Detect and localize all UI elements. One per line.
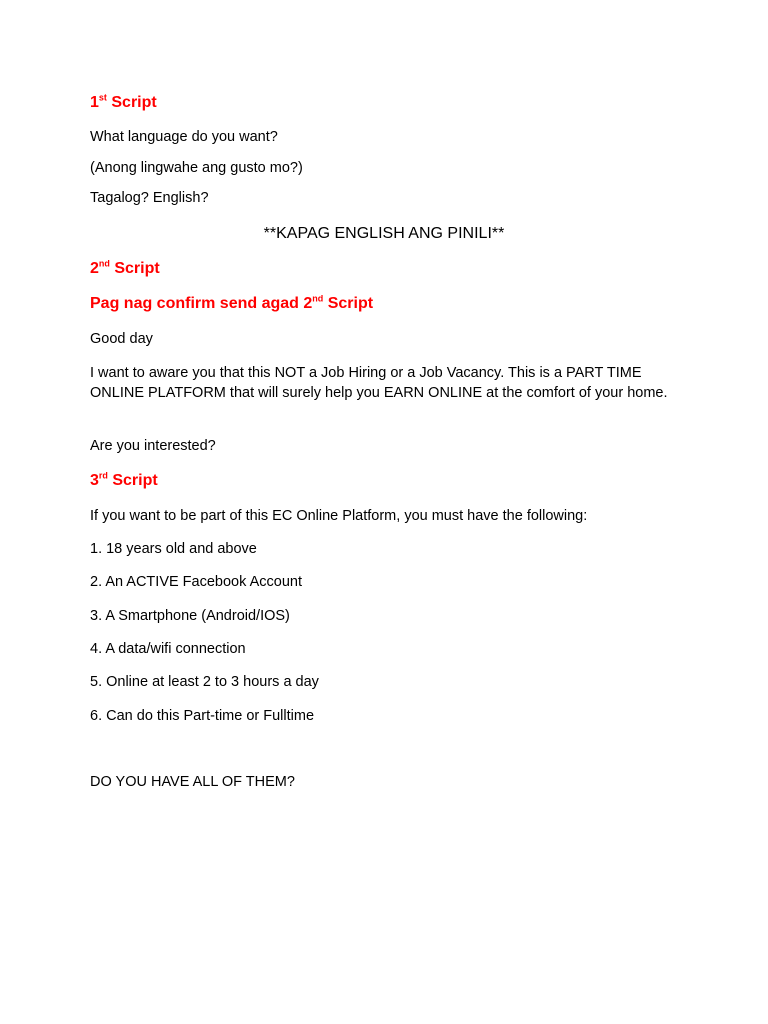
confirm-word: Script — [323, 295, 374, 312]
script2-ordinal: nd — [98, 258, 110, 269]
script3-heading — [90, 471, 158, 491]
requirement-item: 5. Online at least 2 to 3 hours a day — [90, 674, 319, 690]
script1-line-1: What language do you want? — [90, 129, 278, 145]
script2-confirm-heading — [90, 294, 373, 314]
confirm-ordinal: nd — [312, 293, 324, 304]
language-notice: **KAPAG ENGLISH ANG PINILI** — [263, 225, 505, 242]
script2-word: Script — [109, 260, 160, 277]
script1-heading — [90, 93, 157, 113]
script2-heading — [90, 259, 160, 279]
confirm-prefix: Pag nag confirm send agad 2 — [90, 295, 313, 312]
script2-number: 2 — [90, 260, 99, 277]
requirement-item: 1. 18 years old and above — [90, 541, 257, 557]
script1-word: Script — [106, 94, 157, 111]
script1-line-2: (Anong lingwahe ang gusto mo?) — [90, 160, 303, 176]
closing-question: DO YOU HAVE ALL OF THEM? — [90, 774, 295, 790]
greeting: Good day — [90, 331, 153, 347]
disclaimer-paragraph: I want to aware you that this NOT a Job Hiring or a Job Vacancy. This is a PART TIME ONLINE PLATFORM that will surely help you EARN ONLINE at the comfort of your home. — [90, 365, 668, 401]
requirement-item: 4. A data/wifi connection — [90, 641, 246, 657]
requirements-intro: If you want to be part of this EC Online Platform, you must have the following: — [90, 508, 588, 524]
script1-ordinal: st — [98, 92, 107, 103]
interest-question: Are you interested? — [90, 438, 216, 454]
requirement-item: 3. A Smartphone (Android/IOS) — [90, 608, 290, 624]
script3-ordinal: rd — [98, 470, 108, 481]
script3-number: 3 — [90, 472, 99, 489]
script1-number: 1 — [90, 94, 99, 111]
script1-line-3: Tagalog? English? — [90, 190, 209, 206]
requirement-item: 2. An ACTIVE Facebook Account — [90, 574, 302, 590]
requirement-item: 6. Can do this Part-time or Fulltime — [90, 708, 315, 724]
script3-word: Script — [107, 472, 158, 489]
